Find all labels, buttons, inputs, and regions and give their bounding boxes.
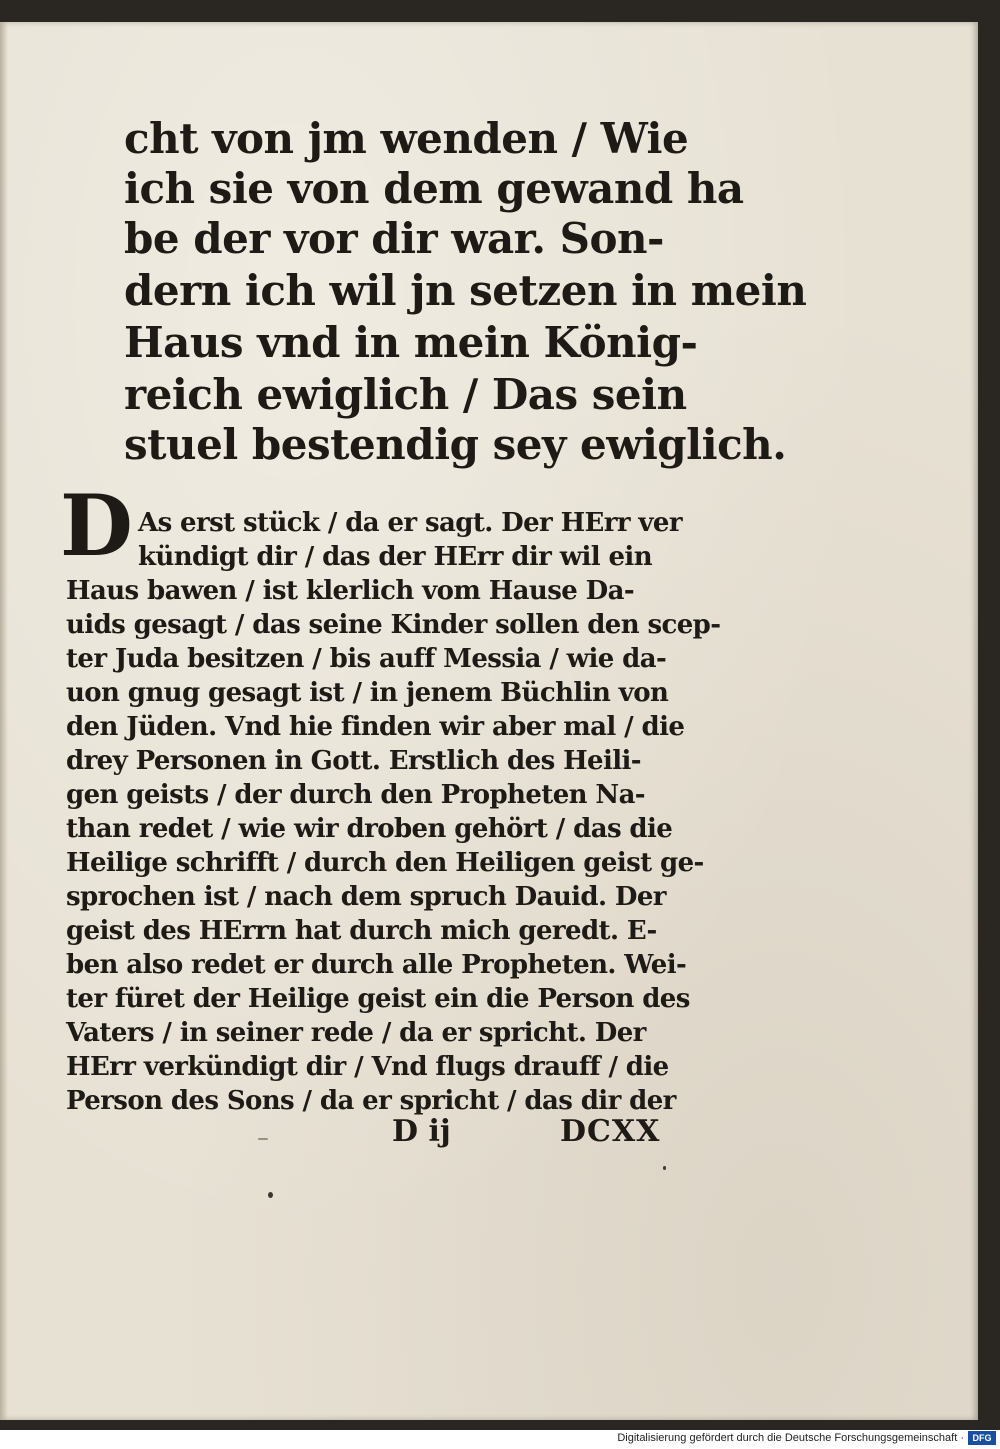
body-line: drey Personen in Gott. Erstlich des Heili- xyxy=(66,746,641,776)
heading-line: cht von jm wenden / Wie xyxy=(124,114,689,163)
body-line: As erst stück / da er sagt. Der HErr ver xyxy=(138,508,682,538)
body-line: HErr verkündigt dir / Vnd flugs drauff / die xyxy=(66,1052,669,1082)
body-line: than redet / wie wir droben gehört / das die xyxy=(66,814,673,844)
heading-line: stuel bestendig sey ewiglich. xyxy=(124,420,787,469)
body-line: sprochen ist / nach dem spruch Dauid. Der xyxy=(66,882,666,912)
body-line: gen geists / der durch den Propheten Na- xyxy=(66,780,646,810)
heading-line: dern ich wil jn setzen in mein xyxy=(124,266,807,315)
body-line: uon gnug gesagt ist / in jenem Büchlin von xyxy=(66,678,669,708)
dfg-logo: DFG xyxy=(968,1431,996,1445)
body-line: Heilige schrifft / durch den Heiligen geist ge- xyxy=(66,848,704,878)
decorated-initial-letter: D xyxy=(60,476,133,575)
heading-line: Haus vnd in mein König- xyxy=(124,318,698,367)
body-line: Vaters / in seiner rede / da er spricht. Der xyxy=(66,1018,646,1048)
ink-speck xyxy=(268,1192,273,1198)
body-line: Person des Sons / da er spricht / das dir der xyxy=(66,1086,676,1116)
body-line: ter füret der Heilige geist ein die Person des xyxy=(66,984,690,1014)
body-line: kündigt dir / das der HErr dir wil ein xyxy=(138,542,653,572)
heading-line: ich sie von dem gewand ha xyxy=(124,164,744,213)
ink-speck xyxy=(258,1138,268,1140)
ink-speck xyxy=(663,1166,666,1170)
body-line: den Jüden. Vnd hie finden wir aber mal / die xyxy=(66,712,685,742)
heading-line: be der vor dir war. Son- xyxy=(124,214,664,263)
body-line: uids gesagt / das seine Kinder sollen den scep- xyxy=(66,610,721,640)
folio-number: DCXX xyxy=(560,1114,661,1149)
page-gutter-shadow xyxy=(0,22,8,1420)
signature-mark: D ij xyxy=(392,1114,451,1149)
footer-credit: Digitalisierung gefördert durch die Deutsche Forschungsgemeinschaft · xyxy=(617,1432,964,1444)
body-line: ben also redet er durch alle Propheten. Wei- xyxy=(66,950,687,980)
body-line: Haus bawen / ist klerlich vom Hause Da- xyxy=(66,576,635,606)
body-line: geist des HErrn hat durch mich geredt. E- xyxy=(66,916,657,946)
heading-line: reich ewiglich / Das sein xyxy=(124,370,687,419)
body-line: ter Juda besitzen / bis auff Messia / wie da- xyxy=(66,644,667,674)
